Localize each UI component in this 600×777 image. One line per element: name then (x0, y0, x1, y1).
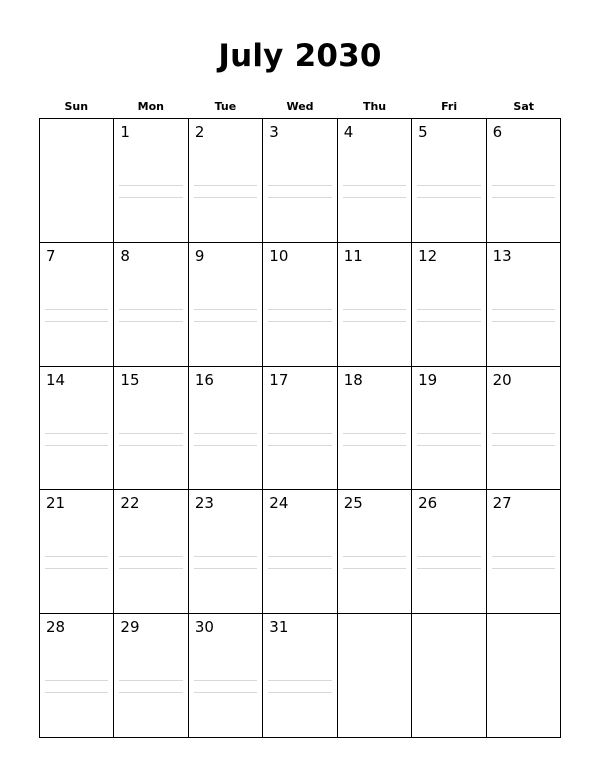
note-line (492, 445, 555, 446)
day-cell (338, 243, 412, 367)
empty-day-cell (338, 614, 412, 738)
note-line (417, 185, 480, 186)
note-line (45, 445, 108, 446)
note-line (194, 445, 257, 446)
day-number: 8 (120, 246, 130, 265)
day-number: 28 (46, 618, 66, 637)
weekday-header-row (39, 100, 561, 114)
day-cell (487, 367, 561, 491)
note-line (119, 692, 182, 693)
day-number: 17 (269, 370, 289, 389)
day-cell (40, 367, 114, 491)
weekday-sun: Sun (64, 100, 89, 113)
day-cell (189, 119, 263, 243)
note-line (119, 197, 182, 198)
day-number: 9 (194, 246, 205, 265)
note-line (268, 433, 331, 434)
note-line (194, 185, 257, 186)
calendar-grid (39, 118, 561, 738)
day-cell (412, 243, 486, 367)
note-line (194, 197, 257, 198)
day-cell (263, 367, 337, 491)
day-cell (40, 243, 114, 367)
note-line (45, 568, 108, 569)
weekday-mon: Mon (137, 100, 165, 113)
note-line (492, 309, 555, 310)
day-cell (114, 614, 188, 738)
note-line (268, 309, 331, 310)
day-number: 24 (269, 494, 289, 513)
note-line (417, 321, 480, 322)
day-number: 10 (269, 246, 289, 265)
day-number: 30 (194, 618, 214, 637)
day-cell (189, 243, 263, 367)
day-number: 19 (418, 370, 438, 389)
note-line (119, 185, 182, 186)
note-line (492, 433, 555, 434)
note-line (45, 433, 108, 434)
day-cell (263, 490, 337, 614)
note-line (194, 309, 257, 310)
day-number: 15 (120, 370, 140, 389)
note-line (343, 321, 406, 322)
day-cell (114, 490, 188, 614)
empty-day-cell (412, 614, 486, 738)
note-line (119, 568, 182, 569)
day-cell (189, 367, 263, 491)
note-line (119, 556, 182, 557)
note-line (268, 680, 331, 681)
day-cell (338, 367, 412, 491)
weekday-fri: Fri (441, 100, 458, 113)
note-line (417, 309, 480, 310)
note-line (417, 445, 480, 446)
calendar-title: July 2030 (218, 38, 382, 74)
day-number: 31 (269, 618, 289, 637)
note-line (119, 433, 182, 434)
weekday-wed: Wed (286, 100, 314, 113)
note-line (194, 568, 257, 569)
day-number: 26 (418, 494, 438, 513)
day-cell (189, 614, 263, 738)
day-number: 7 (46, 246, 56, 265)
day-cell (338, 119, 412, 243)
day-cell (40, 614, 114, 738)
note-line (119, 680, 182, 681)
day-number: 2 (194, 123, 205, 141)
note-line (343, 433, 406, 434)
note-line (492, 321, 555, 322)
day-number: 4 (343, 123, 354, 141)
note-line (343, 556, 406, 557)
day-cell (40, 490, 114, 614)
day-cell (263, 243, 337, 367)
day-number: 1 (120, 123, 130, 141)
day-cell (263, 119, 337, 243)
day-number: 29 (120, 618, 140, 637)
note-line (194, 321, 257, 322)
note-line (194, 680, 257, 681)
note-line (268, 185, 331, 186)
day-number: 14 (46, 370, 66, 389)
day-cell (189, 490, 263, 614)
note-line (492, 197, 555, 198)
day-cell (263, 614, 337, 738)
note-line (268, 568, 331, 569)
note-line (194, 556, 257, 557)
note-line (268, 445, 331, 446)
note-line (417, 568, 480, 569)
note-line (45, 309, 108, 310)
note-line (45, 556, 108, 557)
day-cell (114, 119, 188, 243)
day-number: 5 (418, 123, 428, 141)
note-line (492, 185, 555, 186)
day-number: 13 (492, 246, 512, 265)
day-number: 20 (492, 370, 512, 389)
note-line (194, 692, 257, 693)
note-line (343, 568, 406, 569)
note-line (119, 445, 182, 446)
day-cell (338, 490, 412, 614)
note-line (119, 309, 182, 310)
note-line (268, 556, 331, 557)
day-number: 22 (120, 494, 140, 513)
empty-day-cell (487, 614, 561, 738)
note-line (45, 680, 108, 681)
note-line (268, 197, 331, 198)
note-line (268, 321, 331, 322)
day-number: 18 (343, 370, 363, 389)
note-line (417, 197, 480, 198)
weekday-tue: Tue (214, 100, 237, 113)
note-line (492, 568, 555, 569)
day-number: 3 (269, 123, 279, 141)
day-cell (412, 367, 486, 491)
note-line (417, 433, 480, 434)
day-number: 23 (194, 494, 214, 513)
day-cell (114, 367, 188, 491)
day-cell (412, 119, 486, 243)
day-number: 25 (343, 494, 363, 513)
weekday-thu: Thu (362, 100, 387, 113)
note-line (492, 556, 555, 557)
day-number: 11 (343, 246, 363, 265)
day-number: 21 (46, 494, 66, 513)
note-line (119, 321, 182, 322)
empty-day-cell (40, 119, 114, 243)
note-line (417, 556, 480, 557)
day-cell (412, 490, 486, 614)
weekday-sat: Sat (513, 100, 534, 113)
day-cell (487, 243, 561, 367)
day-cell (487, 490, 561, 614)
day-number: 27 (492, 494, 512, 513)
note-line (343, 185, 406, 186)
note-line (268, 692, 331, 693)
day-cell (114, 243, 188, 367)
day-number: 16 (194, 370, 214, 389)
note-line (343, 197, 406, 198)
note-line (45, 692, 108, 693)
day-number: 6 (492, 123, 503, 141)
note-line (194, 433, 257, 434)
note-line (45, 321, 108, 322)
note-line (343, 309, 406, 310)
day-cell (487, 119, 561, 243)
note-line (343, 445, 406, 446)
day-number: 12 (418, 246, 438, 265)
